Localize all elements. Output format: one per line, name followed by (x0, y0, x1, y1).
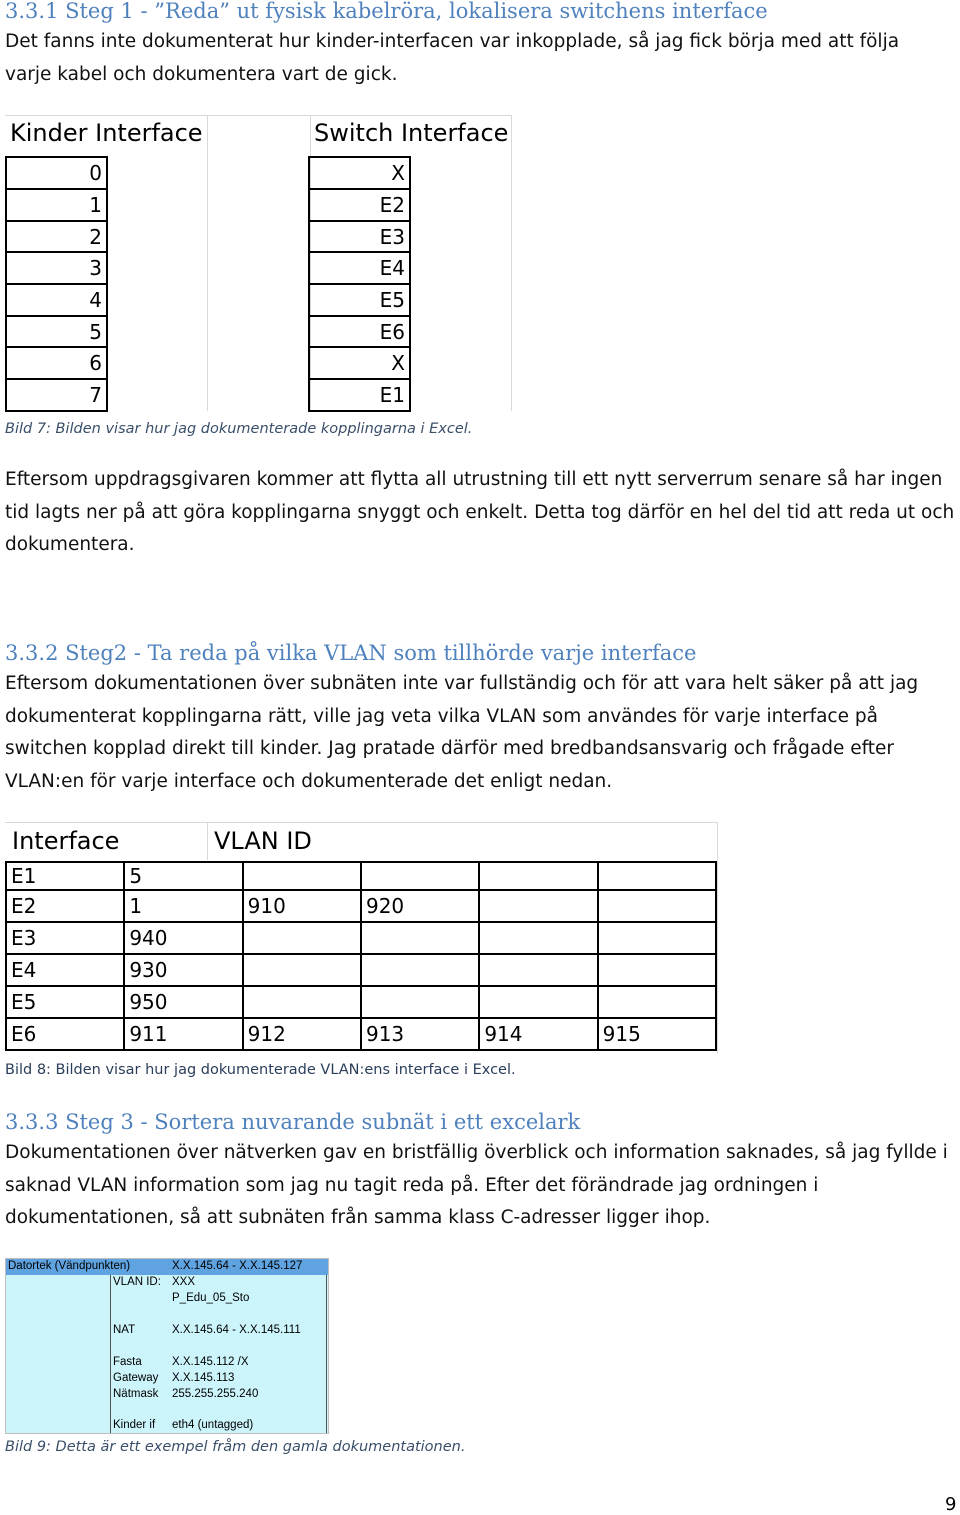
natmask-label: Nätmask (113, 1388, 159, 1400)
vlan-cell (479, 954, 597, 986)
vlan-cell (479, 986, 597, 1018)
kinder-cell: 6 (6, 347, 107, 379)
switch-cell: E4 (309, 252, 410, 284)
gateway-label: Gateway (113, 1372, 159, 1384)
paragraph-line: Eftersom uppdragsgivaren kommer att flytta all utrustning till ett nytt serverrum senare så har ingen (5, 469, 943, 490)
interface-cell: E4 (6, 954, 124, 986)
kinder-cell: 0 (6, 157, 107, 189)
switch-interface-column (308, 156, 411, 412)
vlan-cell (598, 862, 716, 890)
vlan-cell (243, 986, 361, 1018)
kinder-if-label: Kinder if (113, 1419, 156, 1431)
interface-cell: E2 (6, 890, 124, 922)
table-row (6, 986, 716, 1018)
section-3-paragraph (5, 1137, 948, 1235)
interface-cell: E1 (6, 862, 124, 890)
kinder-interface-column (5, 156, 108, 412)
vlan-cell (361, 986, 479, 1018)
paragraph-line: Dokumentationen över nätverken gav en bristfällig överblick och information saknades, så jag fyllde i (5, 1142, 948, 1163)
kinder-if-value: eth4 (untagged) (172, 1419, 254, 1431)
vlan-cell (598, 890, 716, 922)
sheet-header-right: X.X.145.64 - X.X.145.127 (172, 1260, 303, 1272)
paragraph-line: saknad VLAN information som jag nu tagit reda på. Efter det förändrade jag ordningen i (5, 1174, 819, 1196)
vlan-id-label: VLAN ID: (113, 1276, 161, 1288)
vlan-cell: 914 (479, 1018, 597, 1050)
section-1-paragraph (5, 26, 899, 91)
kinder-cell: 7 (6, 379, 107, 411)
vlan-cell (479, 922, 597, 954)
kinder-cell: 5 (6, 316, 107, 347)
interface-cell: E5 (6, 986, 124, 1018)
switch-cell: E6 (309, 316, 410, 347)
nat-value: X.X.145.64 - X.X.145.111 (172, 1324, 301, 1336)
vlan-cell: 915 (598, 1018, 716, 1050)
paragraph-line: VLAN:en för varje interface och dokumenterade det enligt nedan. (5, 770, 613, 792)
paragraph-line: Eftersom dokumentationen över subnäten inte var fullständig och för att vara helt säker på att jag (5, 673, 919, 694)
section-2-paragraph (5, 668, 918, 798)
kinder-cell: 2 (6, 221, 107, 252)
interface-header: Interface (12, 827, 120, 855)
vlan-cell (479, 890, 597, 922)
vlan-cell: 920 (361, 890, 479, 922)
kinder-cell: 4 (6, 284, 107, 316)
vlan-cell: 912 (243, 1018, 361, 1050)
vlan-cell (243, 922, 361, 954)
switch-cell: X (309, 157, 410, 189)
switch-cell: E3 (309, 221, 410, 252)
network-name-value: P_Edu_05_Sto (172, 1292, 250, 1304)
vlan-cell (361, 862, 479, 890)
table-row (6, 954, 716, 986)
vlan-id-value: XXX (172, 1276, 196, 1288)
vlan-cell: 5 (124, 862, 242, 890)
vlan-cell (243, 862, 361, 890)
table-row (6, 1018, 716, 1050)
kinder-interface-header: Kinder Interface (10, 119, 203, 147)
section-heading-1: 3.3.1 Steg 1 - ”Reda” ut fysisk kabelröra, lokalisera switchens interface (5, 0, 768, 23)
table-row (6, 890, 716, 922)
vlan-cell (598, 986, 716, 1018)
vlan-cell: 940 (124, 922, 242, 954)
paragraph-line: switchen kopplad direkt till kinder. Jag pratade därför med bredbandsansvarig och frågade efter (5, 738, 895, 760)
interface-cell: E3 (6, 922, 124, 954)
paragraph-line: dokumentera. (5, 534, 135, 556)
vlan-cell: 950 (124, 986, 242, 1018)
paragraph-line: varje kabel och dokumentera vart de gick. (5, 63, 398, 85)
vlan-table (5, 861, 717, 1051)
vlan-cell: 913 (361, 1018, 479, 1050)
section-heading-2: 3.3.2 Steg2 - Ta reda på vilka VLAN som tillhörde varje interface (5, 641, 697, 665)
vlan-cell: 911 (124, 1018, 242, 1050)
vlan-cell (361, 922, 479, 954)
vlan-cell (598, 922, 716, 954)
switch-cell: E2 (309, 189, 410, 221)
paragraph-line: dokumenterat kopplingarna rätt, ville jag veta vilka VLAN som användes för varje interface på (5, 705, 878, 727)
paragraph-line: tid lagts ner på att göra kopplingarna snyggt och enkelt. Detta tog därför en hel del tid att reda ut och (5, 501, 955, 523)
table-row (6, 862, 716, 890)
nat-label: NAT (113, 1324, 136, 1336)
table-row (6, 922, 716, 954)
figure-8-caption: Bild 8: Bilden visar hur jag dokumenterade VLAN:ens interface i Excel. (5, 1062, 516, 1078)
vlan-cell: 930 (124, 954, 242, 986)
figure-9-caption: Bild 9: Detta är ett exempel fråm den gamla dokumentationen. (5, 1439, 466, 1455)
vlan-cell (361, 954, 479, 986)
section-heading-3: 3.3.3 Steg 3 - Sortera nuvarande subnät i ett excelark (5, 1110, 581, 1134)
fasta-value: X.X.145.112 /X (172, 1356, 249, 1368)
vlan-id-header: VLAN ID (214, 827, 312, 855)
paragraph-line: Det fanns inte dokumenterat hur kinder-interfacen var inkopplade, så jag fick börja med att följa (5, 31, 900, 52)
vlan-cell (243, 954, 361, 986)
fasta-label: Fasta (113, 1356, 142, 1368)
kinder-cell: 3 (6, 252, 107, 284)
figure-9-old-documentation-sheet (5, 1258, 329, 1434)
paragraph-2 (5, 464, 954, 562)
natmask-value: 255.255.255.240 (172, 1388, 259, 1400)
gateway-value: X.X.145.113 (172, 1372, 235, 1384)
switch-interface-header: Switch Interface (314, 119, 509, 147)
paragraph-line: dokumentationen, så att subnäten från samma klass C-adresser ligger ihop. (5, 1207, 711, 1229)
switch-cell: E1 (309, 379, 410, 411)
page-number: 9 (945, 1494, 957, 1515)
vlan-cell (598, 954, 716, 986)
switch-cell: X (309, 347, 410, 379)
vlan-cell: 910 (243, 890, 361, 922)
sheet-header-left: Datortek (Vändpunkten) (8, 1260, 131, 1272)
switch-cell: E5 (309, 284, 410, 316)
vlan-cell (479, 862, 597, 890)
interface-cell: E6 (6, 1018, 124, 1050)
figure-7-caption: Bild 7: Bilden visar hur jag dokumenterade kopplingarna i Excel. (5, 421, 473, 437)
kinder-cell: 1 (6, 189, 107, 221)
vlan-cell: 1 (124, 890, 242, 922)
